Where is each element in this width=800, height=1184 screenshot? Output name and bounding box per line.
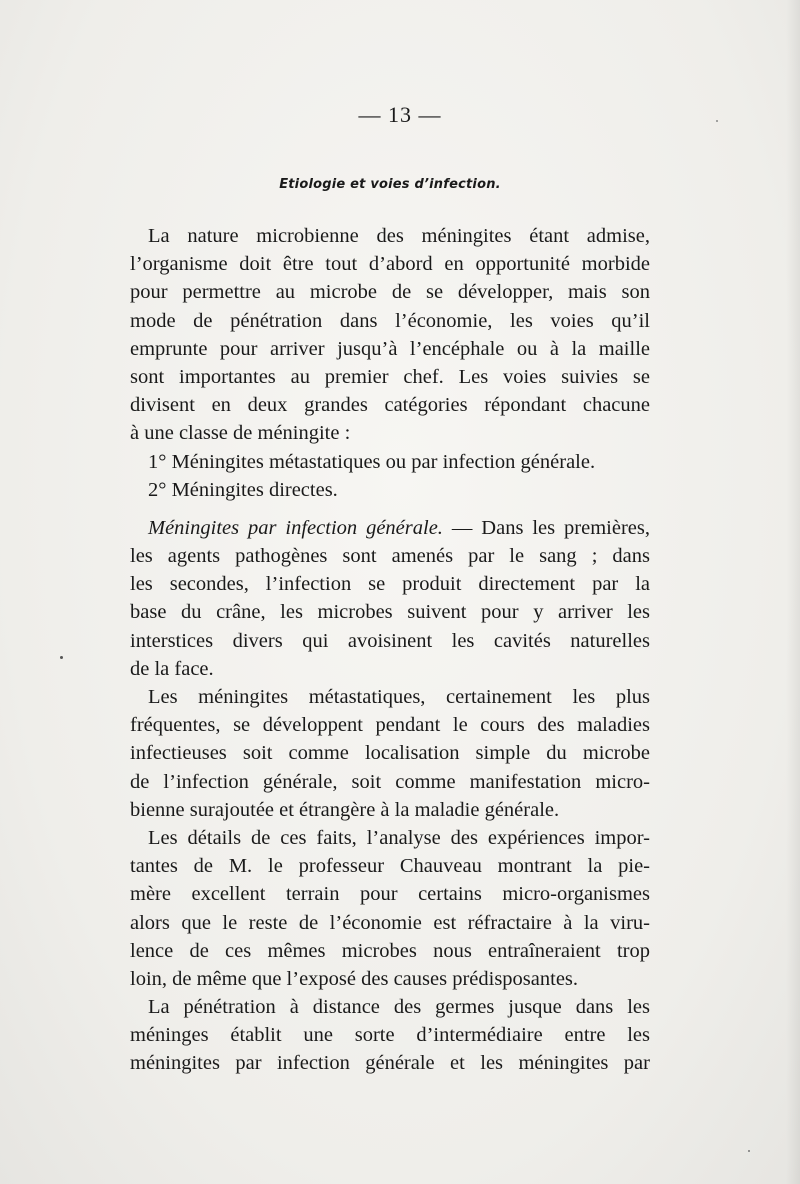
category-list — [130, 448, 650, 504]
text-line: base du crâne, les microbes suivent pour y arriver les — [130, 601, 650, 624]
text-line: de la face. — [130, 657, 214, 680]
paragraph-1 — [130, 222, 650, 448]
paragraph-metastatic — [130, 683, 650, 824]
text-line: les agents pathogènes sont amenés par le sang ; dans — [130, 545, 650, 568]
text-line: divisent en deux grandes catégories répondant chacune — [130, 394, 650, 417]
text-line: lence de ces mêmes microbes nous entraîneraient trop — [130, 939, 650, 962]
text-line: La pénétration à distance des germes jusque dans les — [148, 996, 650, 1019]
text-line: mère excellent terrain pour certains micro-organismes — [130, 883, 650, 906]
section-heading: Etiologie et voies d’infection. — [279, 177, 501, 192]
body-text — [130, 222, 650, 1078]
page-edge-shadow — [786, 0, 800, 1184]
text-line: La nature microbienne des méningites étant admise, — [148, 225, 650, 247]
text-line: pour permettre au microbe de se développer, mais son — [130, 281, 650, 304]
text-line: alors que le reste de l’économie est réfractaire à la viru- — [130, 911, 650, 934]
text-line: méninges établit une sorte d’intermédiaire entre les — [130, 1024, 650, 1047]
text-line — [130, 514, 650, 542]
text-line: sont importantes au premier chef. Les voies suivies se — [130, 365, 650, 388]
paragraph-penetration — [130, 993, 650, 1078]
text-line: à une classe de méningite : — [130, 422, 351, 445]
text-line: emprunte pour arriver jusqu’à l’encéphale ou à la maille — [130, 337, 650, 360]
text-line: loin, de même que l’exposé des causes prédisposantes. — [130, 967, 579, 990]
scan-speck — [716, 120, 718, 122]
text-line: Les méningites métastatiques, certainement les plus — [148, 686, 650, 708]
italic-subheading: Méningites par infection générale. — [148, 516, 443, 539]
text-line: méningites par infection générale et les méningites par — [130, 1052, 650, 1075]
scan-speck — [60, 656, 63, 659]
page-number: — 13 — — [358, 102, 442, 127]
text-line: mode de pénétration dans l’économie, les voies qu’il — [130, 309, 650, 332]
text-line: les secondes, l’infection se produit directement par la — [130, 573, 650, 596]
text-line: fréquentes, se développent pendant le cours des maladies — [130, 714, 650, 737]
text-line: infectieuses soit comme localisation simple du microbe — [130, 742, 650, 765]
text-line: Les détails de ces faits, l’analyse des expériences impor- — [148, 826, 650, 849]
text-line: de l’infection générale, soit comme manifestation micro- — [130, 770, 650, 793]
text-line: l’organisme doit être tout d’abord en opportunité morbide — [130, 253, 650, 276]
scan-speck — [748, 1150, 750, 1152]
text-line: bienne surajoutée et étrangère à la maladie générale. — [130, 798, 560, 821]
text-line: tantes de M. le professeur Chauveau montrant la pie- — [130, 855, 650, 878]
lead-rest: — Dans les premières, — [451, 516, 650, 539]
list-item: 1° Méningites métastatiques ou par infection générale. — [148, 450, 596, 473]
list-item: 2° Méningites directes. — [148, 478, 338, 501]
paragraph-general-infection — [130, 514, 650, 683]
text-line: interstices divers qui avoisinent les cavités naturelles — [130, 629, 650, 652]
paragraph-details — [130, 824, 650, 993]
